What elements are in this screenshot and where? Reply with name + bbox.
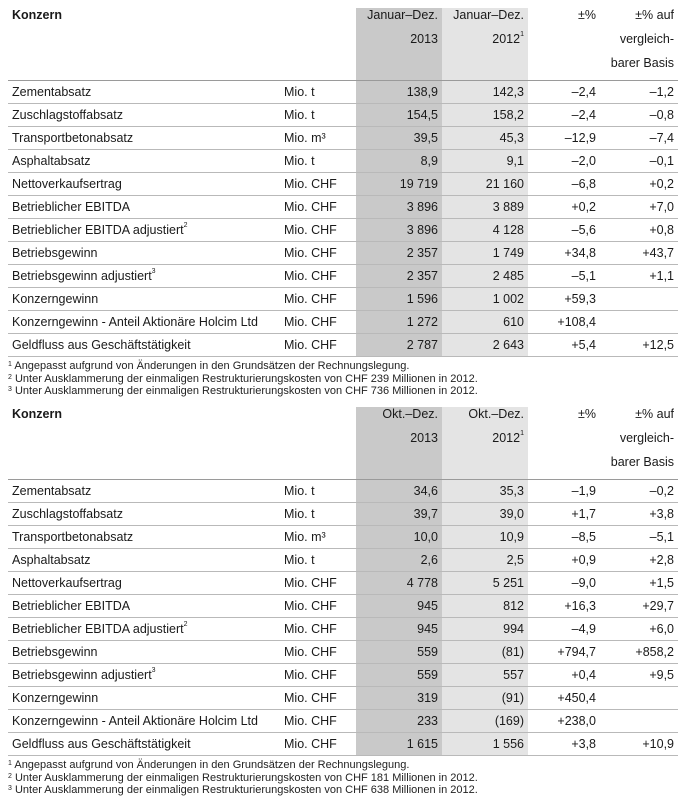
row-change-pct: +0,2 [528, 196, 600, 219]
row-value-prior: 2 485 [442, 265, 528, 288]
row-unit: Mio. CHF [280, 733, 356, 756]
row-unit: Mio. CHF [280, 311, 356, 334]
row-unit: Mio. m³ [280, 127, 356, 150]
row-change-pct-comparable: –0,8 [600, 104, 678, 127]
table-row [8, 572, 678, 595]
table-row [8, 311, 678, 334]
row-value-current: 2 787 [356, 334, 442, 357]
col-header-prior-year: 2012$^1$ [442, 32, 528, 56]
table-block-q4 [8, 407, 678, 797]
row-value-current: 1 596 [356, 288, 442, 311]
row-value-current: 559 [356, 641, 442, 664]
row-value-prior: 35,3 [442, 480, 528, 503]
table-row [8, 480, 678, 503]
row-unit: Mio. t [280, 81, 356, 104]
table-row [8, 687, 678, 710]
row-change-pct-comparable: –0,1 [600, 150, 678, 173]
row-value-current: 945 [356, 595, 442, 618]
row-label: Betrieblicher EBITDA adjustiert$^2$ [8, 618, 280, 641]
col-header-pct-comparable-2: vergleich- [619, 32, 674, 46]
col-header-pct-comparable-3: barer Basis [600, 56, 678, 81]
row-change-pct: –2,0 [528, 150, 600, 173]
row-change-pct: –5,1 [528, 265, 600, 288]
row-change-pct: +450,4 [528, 687, 600, 710]
row-value-current: 34,6 [356, 480, 442, 503]
table-row [8, 81, 678, 104]
row-value-prior: 2,5 [442, 549, 528, 572]
table-row [8, 503, 678, 526]
footnote: $^1$ Angepasst aufgrund von Änderungen in den Grundsätzen der Rechnungslegung. [8, 759, 410, 771]
row-value-current: 559 [356, 664, 442, 687]
row-change-pct-comparable: +1,5 [600, 572, 678, 595]
row-value-current: 2 357 [356, 242, 442, 265]
row-change-pct: +1,7 [528, 503, 600, 526]
row-value-prior: 39,0 [442, 503, 528, 526]
row-value-prior: 142,3 [442, 81, 528, 104]
row-change-pct-comparable: +858,2 [600, 641, 678, 664]
row-change-pct: +3,8 [528, 733, 600, 756]
table-row [8, 664, 678, 687]
row-value-current: 8,9 [356, 150, 442, 173]
row-value-prior: 2 643 [442, 334, 528, 357]
row-unit: Mio. CHF [280, 288, 356, 311]
row-change-pct-comparable: –0,2 [600, 480, 678, 503]
row-unit: Mio. CHF [280, 618, 356, 641]
row-value-current: 3 896 [356, 196, 442, 219]
col-header-current-year: 2013 [356, 32, 442, 56]
footnote: $^2$ Unter Ausklammerung der einmaligen Restrukturierungskosten von CHF 181 Millionen in 2012. [8, 771, 478, 784]
col-header-pct: ±% [578, 8, 596, 22]
col-header-prior: Januar–Dez. [442, 8, 528, 32]
row-label: Konzerngewinn [8, 687, 280, 710]
col-header-current: Okt.–Dez. [356, 407, 442, 431]
row-unit: Mio. t [280, 503, 356, 526]
kpi-table [8, 407, 678, 756]
row-change-pct-comparable: +0,8 [600, 219, 678, 242]
row-change-pct-comparable: –1,2 [600, 81, 678, 104]
row-value-prior: 1 749 [442, 242, 528, 265]
row-label: Betriebsgewinn adjustiert$^3$ [8, 664, 280, 687]
footnote: $^3$ Unter Ausklammerung der einmaligen Restrukturierungskosten von CHF 638 Millionen in 2012. [8, 784, 478, 796]
row-change-pct: –2,4 [528, 104, 600, 127]
row-change-pct-comparable: –5,1 [600, 526, 678, 549]
row-change-pct: –4,9 [528, 618, 600, 641]
row-unit: Mio. CHF [280, 710, 356, 733]
row-unit: Mio. CHF [280, 572, 356, 595]
footnotes [8, 759, 678, 797]
row-change-pct-comparable: +29,7 [600, 595, 678, 618]
col-header-pct: ±% [578, 407, 596, 421]
row-value-current: 319 [356, 687, 442, 710]
table-row [8, 334, 678, 357]
row-label: Konzerngewinn [8, 288, 280, 311]
row-value-prior: 1 556 [442, 733, 528, 756]
row-unit: Mio. CHF [280, 196, 356, 219]
table-row [8, 104, 678, 127]
row-value-current: 3 896 [356, 219, 442, 242]
row-value-prior: 5 251 [442, 572, 528, 595]
row-label: Konzerngewinn - Anteil Aktionäre Holcim Ltd [8, 311, 280, 334]
table-row [8, 196, 678, 219]
table-block-full-year [8, 8, 678, 398]
footnote: $^2$ Unter Ausklammerung der einmaligen Restrukturierungskosten von CHF 239 Millionen in 2012. [8, 372, 478, 385]
table-row [8, 150, 678, 173]
row-unit: Mio. CHF [280, 242, 356, 265]
row-change-pct-comparable: +2,8 [600, 549, 678, 572]
row-label: Transportbetonabsatz [8, 526, 280, 549]
row-unit: Mio. m³ [280, 526, 356, 549]
row-value-current: 154,5 [356, 104, 442, 127]
row-unit: Mio. CHF [280, 641, 356, 664]
row-value-prior: 10,9 [442, 526, 528, 549]
row-label: Betrieblicher EBITDA adjustiert$^2$ [8, 219, 280, 242]
row-value-prior: 1 002 [442, 288, 528, 311]
row-change-pct-comparable [600, 710, 678, 733]
row-value-current: 1 272 [356, 311, 442, 334]
row-label: Zuschlagstoffabsatz [8, 104, 280, 127]
row-change-pct: +0,4 [528, 664, 600, 687]
row-change-pct: –2,4 [528, 81, 600, 104]
col-header-pct-comparable: ±% auf [635, 8, 674, 22]
col-header-current-year: 2013 [356, 431, 442, 455]
row-value-current: 233 [356, 710, 442, 733]
table-row [8, 595, 678, 618]
row-change-pct-comparable: –7,4 [600, 127, 678, 150]
row-value-prior: (91) [442, 687, 528, 710]
col-header-prior: Okt.–Dez. [442, 407, 528, 431]
row-change-pct: +0,9 [528, 549, 600, 572]
row-label: Transportbetonabsatz [8, 127, 280, 150]
row-unit: Mio. t [280, 549, 356, 572]
row-value-prior: 158,2 [442, 104, 528, 127]
row-change-pct: –6,8 [528, 173, 600, 196]
table-row [8, 219, 678, 242]
row-change-pct-comparable: +3,8 [600, 503, 678, 526]
row-change-pct-comparable: +9,5 [600, 664, 678, 687]
row-label: Geldfluss aus Geschäftstätigkeit [8, 334, 280, 357]
row-value-prior: (169) [442, 710, 528, 733]
table-title: Konzern [12, 407, 62, 421]
row-unit: Mio. t [280, 150, 356, 173]
row-label: Zementabsatz [8, 81, 280, 104]
row-label: Betrieblicher EBITDA [8, 196, 280, 219]
col-header-pct-comparable-2: vergleich- [619, 431, 674, 445]
row-label: Geldfluss aus Geschäftstätigkeit [8, 733, 280, 756]
col-header-pct-comparable: ±% auf [635, 407, 674, 421]
row-value-current: 138,9 [356, 81, 442, 104]
col-header-pct-comparable-3: barer Basis [600, 455, 678, 480]
footnotes [8, 360, 678, 398]
row-label: Betriebsgewinn [8, 641, 280, 664]
row-label: Betrieblicher EBITDA [8, 595, 280, 618]
row-unit: Mio. CHF [280, 334, 356, 357]
row-label: Zuschlagstoffabsatz [8, 503, 280, 526]
row-change-pct-comparable: +6,0 [600, 618, 678, 641]
row-change-pct: +34,8 [528, 242, 600, 265]
row-change-pct: –8,5 [528, 526, 600, 549]
kpi-table [8, 8, 678, 357]
row-label: Betriebsgewinn [8, 242, 280, 265]
table-row [8, 127, 678, 150]
table-row [8, 242, 678, 265]
row-unit: Mio. t [280, 480, 356, 503]
row-change-pct-comparable: +43,7 [600, 242, 678, 265]
row-change-pct-comparable: +0,2 [600, 173, 678, 196]
table-row [8, 526, 678, 549]
row-value-current: 945 [356, 618, 442, 641]
row-unit: Mio. t [280, 104, 356, 127]
table-row [8, 733, 678, 756]
row-label: Nettoverkaufsertrag [8, 572, 280, 595]
table-row [8, 265, 678, 288]
table-row [8, 618, 678, 641]
row-value-current: 2 357 [356, 265, 442, 288]
row-change-pct-comparable: +1,1 [600, 265, 678, 288]
row-change-pct: +108,4 [528, 311, 600, 334]
row-value-prior: 4 128 [442, 219, 528, 242]
row-value-current: 39,7 [356, 503, 442, 526]
table-row [8, 710, 678, 733]
row-value-prior: 3 889 [442, 196, 528, 219]
row-value-prior: 994 [442, 618, 528, 641]
row-label: Betriebsgewinn adjustiert$^3$ [8, 265, 280, 288]
row-unit: Mio. CHF [280, 265, 356, 288]
row-value-prior: 21 160 [442, 173, 528, 196]
table-row [8, 288, 678, 311]
row-change-pct: +5,4 [528, 334, 600, 357]
row-change-pct-comparable: +12,5 [600, 334, 678, 357]
row-value-current: 4 778 [356, 572, 442, 595]
col-header-prior-year: 2012$^1$ [442, 431, 528, 455]
row-change-pct: +794,7 [528, 641, 600, 664]
row-value-prior: (81) [442, 641, 528, 664]
row-value-prior: 557 [442, 664, 528, 687]
row-change-pct-comparable [600, 311, 678, 334]
row-value-current: 39,5 [356, 127, 442, 150]
row-label: Konzerngewinn - Anteil Aktionäre Holcim Ltd [8, 710, 280, 733]
row-value-prior: 45,3 [442, 127, 528, 150]
row-unit: Mio. CHF [280, 173, 356, 196]
row-change-pct: +238,0 [528, 710, 600, 733]
row-value-current: 19 719 [356, 173, 442, 196]
row-value-prior: 9,1 [442, 150, 528, 173]
row-change-pct: –5,6 [528, 219, 600, 242]
table-row [8, 173, 678, 196]
row-label: Zementabsatz [8, 480, 280, 503]
col-header-current: Januar–Dez. [356, 8, 442, 32]
row-change-pct-comparable [600, 288, 678, 311]
row-value-current: 1 615 [356, 733, 442, 756]
row-value-current: 2,6 [356, 549, 442, 572]
row-unit: Mio. CHF [280, 687, 356, 710]
row-unit: Mio. CHF [280, 219, 356, 242]
row-change-pct-comparable: +10,9 [600, 733, 678, 756]
row-change-pct: +59,3 [528, 288, 600, 311]
table-row [8, 641, 678, 664]
table-row [8, 549, 678, 572]
row-change-pct: –9,0 [528, 572, 600, 595]
row-value-prior: 812 [442, 595, 528, 618]
row-change-pct-comparable: +7,0 [600, 196, 678, 219]
row-change-pct: –1,9 [528, 480, 600, 503]
table-title: Konzern [12, 8, 62, 22]
footnote: $^1$ Angepasst aufgrund von Änderungen in den Grundsätzen der Rechnungslegung. [8, 360, 410, 372]
footnote: $^3$ Unter Ausklammerung der einmaligen Restrukturierungskosten von CHF 736 Millionen in 2012. [8, 385, 478, 397]
row-value-current: 10,0 [356, 526, 442, 549]
row-change-pct: +16,3 [528, 595, 600, 618]
row-label: Asphaltabsatz [8, 150, 280, 173]
row-label: Asphaltabsatz [8, 549, 280, 572]
row-change-pct: –12,9 [528, 127, 600, 150]
row-change-pct-comparable [600, 687, 678, 710]
row-label: Nettoverkaufsertrag [8, 173, 280, 196]
row-value-prior: 610 [442, 311, 528, 334]
row-unit: Mio. CHF [280, 595, 356, 618]
row-unit: Mio. CHF [280, 664, 356, 687]
